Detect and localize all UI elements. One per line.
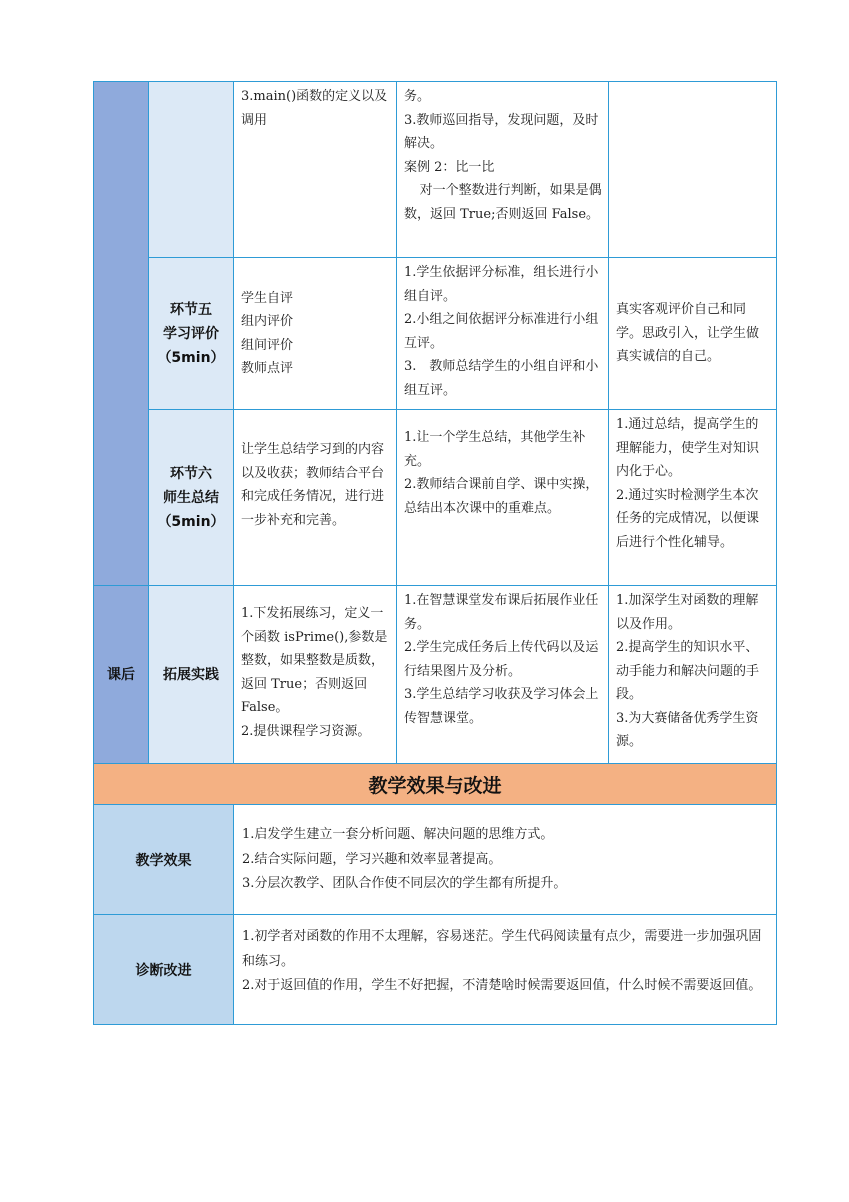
intent-cell	[609, 410, 777, 586]
table-row-stage6	[94, 410, 777, 586]
content-cell	[234, 410, 397, 586]
activity-line: 务。	[404, 89, 431, 104]
activity-line: 2.小组之间依据评分标准进行小组互评。	[404, 312, 599, 351]
activity-line: 3.教师巡回指导，发现问题，及时解决。	[404, 112, 599, 151]
content-line: 组内评价	[241, 314, 294, 329]
content-cell	[234, 82, 397, 258]
table-row-continued	[94, 82, 777, 258]
lesson-plan-table	[93, 81, 777, 1025]
activity-line: 2.教师结合课前自学、课中实操，总结出本次课中的重难点。	[404, 477, 599, 516]
activity-cell	[397, 258, 609, 410]
activity-cell	[397, 586, 609, 764]
stage-cell-empty	[149, 82, 234, 258]
lesson-plan-table-wrapper	[93, 81, 776, 1025]
section-banner: 教学效果与改进	[94, 764, 777, 805]
stage-cell	[149, 258, 234, 410]
intent-line: 真实客观评价自己和同学。思政引入，让学生做真实诚信的自己。	[616, 302, 760, 365]
effect-content	[234, 805, 777, 915]
content-cell	[234, 586, 397, 764]
content-cell	[234, 258, 397, 410]
activity-line: 1.让一个学生总结，其他学生补充。	[404, 430, 586, 469]
intent-line: 2.提高学生的知识水平、动手能力和解决问题的手段。	[616, 640, 760, 702]
activity-line: 案例 2：比一比	[404, 159, 495, 175]
improve-content	[234, 915, 777, 1025]
intent-line: 1.通过总结，提高学生的理解能力，使学生对知识内化于心。	[616, 417, 760, 479]
content-line: 组间评价	[241, 337, 294, 353]
table-row-stage5	[94, 258, 777, 410]
intent-line: 3.为大赛储备优秀学生资源。	[616, 710, 759, 749]
intent-line: 1.加深学生对函数的理解以及作用。	[616, 593, 759, 632]
content-line: 3.main()函数的定义以及调用	[241, 89, 388, 128]
table-row-after-class	[94, 586, 777, 764]
stage-number: 环节六	[170, 465, 212, 482]
stage-title: 师生总结	[163, 489, 219, 506]
activity-line: 3.学生总结学习收获及学习体会上传智慧课堂。	[404, 687, 599, 726]
stage-cell: 拓展实践	[149, 586, 234, 764]
content-line: 2.提供课程学习资源。	[241, 723, 371, 739]
improve-line: 2.对于返回值的作用，学生不好把握，不清楚啥时候需要返回值，什么时候不需要返回值。	[242, 978, 762, 993]
intent-line: 2.通过实时检测学生本次任务的完成情况，以便课后进行个性化辅导。	[616, 487, 760, 550]
phase-cell-after-class: 课后	[94, 586, 149, 764]
effect-label: 教学效果	[94, 805, 234, 915]
content-line: 学生自评	[241, 290, 294, 306]
stage-cell	[149, 410, 234, 586]
activity-cell	[397, 410, 609, 586]
activity-line: 对一个整数进行判断，如果是偶数，返回 True;否则返回 False。	[404, 183, 602, 222]
content-line: 1.下发拓展练习，定义一个函数 isPrime(),参数是整数，如果整数是质数，返回 True；否则返回 False。	[241, 606, 388, 715]
effect-row	[94, 805, 777, 915]
intent-cell	[609, 258, 777, 410]
intent-cell-empty	[609, 82, 777, 258]
activity-line: 1.在智慧课堂发布课后拓展作业任务。	[404, 593, 599, 632]
section-banner-row	[94, 764, 777, 805]
effect-line: 1.启发学生建立一套分析问题、解决问题的思维方式。	[242, 827, 554, 842]
intent-cell	[609, 586, 777, 764]
improve-row	[94, 915, 777, 1025]
activity-line: 3. 教师总结学生的小组自评和小组互评。	[404, 359, 599, 398]
activity-line: 1.学生依据评分标准，组长进行小组自评。	[404, 265, 599, 304]
stage-number: 环节五	[170, 301, 212, 318]
stage-duration: （5min）	[157, 513, 225, 530]
effect-line: 2.结合实际问题，学习兴趣和效率显著提高。	[242, 851, 502, 867]
content-line: 教师点评	[241, 361, 294, 376]
improve-label: 诊断改进	[94, 915, 234, 1025]
content-line: 让学生总结学习到的内容以及收获；教师结合平台和完成任务情况，进行进一步补充和完善。	[241, 442, 385, 528]
activity-cell	[397, 82, 609, 258]
activity-line: 2.学生完成任务后上传代码以及运行结果图片及分析。	[404, 640, 599, 679]
effect-line: 3.分层次教学、团队合作使不同层次的学生都有所提升。	[242, 876, 567, 891]
phase-cell-in-class	[94, 82, 149, 586]
stage-duration: （5min）	[157, 349, 225, 366]
improve-line: 1.初学者对函数的作用不太理解，容易迷茫。学生代码阅读量有点少，需要进一步加强巩固和练习。	[242, 929, 762, 969]
stage-title: 学习评价	[163, 325, 219, 342]
